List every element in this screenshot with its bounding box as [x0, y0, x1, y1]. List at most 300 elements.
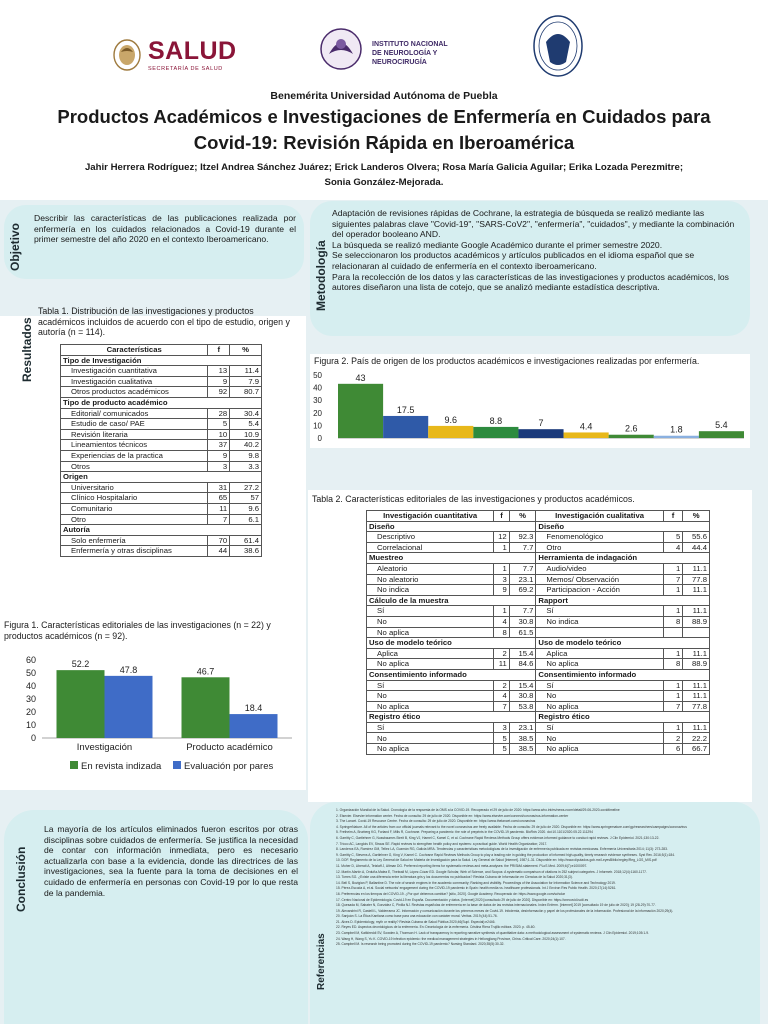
- tabla2-cell-f: 5: [663, 532, 683, 543]
- tabla2-cell-f: 1: [663, 606, 683, 617]
- tabla2-cell-f: 5: [494, 744, 509, 755]
- tabla2-cell-label: [536, 627, 663, 638]
- inn-line-3: NEUROCIRUGÍA: [372, 59, 427, 66]
- tabla1-cell-f: 28: [208, 408, 230, 419]
- tabla2-col-cual: Investigación cualitativa: [536, 511, 663, 522]
- tabla2-cell-f: 8: [494, 627, 509, 638]
- tabla2-section-label: Diseño: [536, 521, 710, 532]
- data-label: 17.5: [396, 404, 415, 415]
- table-row: [367, 574, 710, 585]
- tabla1-cell-pct: 30.4: [230, 408, 262, 419]
- tabla2-cell-label: No indica: [367, 585, 494, 596]
- tabla1-cell-pct: 27.2: [230, 482, 262, 493]
- table-row: [367, 532, 710, 543]
- tabla1-cell-f: 31: [208, 482, 230, 493]
- tabla1-cell-pct: 80.7: [230, 387, 262, 398]
- title-area: [0, 88, 768, 200]
- tabla2-section-row: [367, 669, 710, 680]
- reference-item: 23. Campbell M, Katikireddi SV, Sowden A, Thomson H. Lack of transparency in reporting narrative synthesis of quantitative data: a methodological assessment of systematic reviews. J Clin Epidemiol. 2019;105:1-9.: [336, 931, 649, 936]
- table-row: [61, 419, 262, 430]
- tabla2-cell-label: Sí: [536, 606, 663, 617]
- fig1-title: Figura 1. Características editoriales de las investigaciones (n = 22) y productos académicos (n = 92).: [4, 620, 271, 641]
- tabla2-cell-label: Aplica: [367, 648, 494, 659]
- y-tick-label: 50: [25, 668, 36, 678]
- objetivo-text: Describir las características de las publicaciones realizada por enfermería en los cuidados relacionados a Covid-19 durante el primer semestre del año 2020 en el contexto Iberoamericano.: [34, 213, 296, 245]
- tabla2-cell-label: No aleatorio: [367, 574, 494, 585]
- data-label: 47.8: [119, 664, 138, 675]
- tabla2-col-f1: f: [494, 511, 509, 522]
- tabla1-cell-f: 13: [208, 366, 230, 377]
- tabla1-body: [61, 355, 262, 556]
- tabla1: [60, 344, 262, 557]
- table-row: [61, 440, 262, 451]
- table-row: [61, 514, 262, 525]
- tabla2-cell-f: 4: [663, 542, 683, 553]
- bar: [57, 670, 105, 738]
- inn-logo-text: [372, 40, 448, 67]
- tabla2-cell-f: 6: [663, 744, 683, 755]
- tabla2-cell-label: Aplica: [536, 648, 663, 659]
- tabla1-cell-f: 70: [208, 535, 230, 546]
- tabla2-cell-label: Participacion - Acción: [536, 585, 663, 596]
- data-label: 8.8: [489, 415, 503, 426]
- table-row: [367, 733, 710, 744]
- tabla1-col-pct: %: [230, 345, 262, 356]
- table-row: [61, 546, 262, 557]
- conclusion-label: Conclusión: [14, 846, 28, 912]
- tabla1-col-caracteristicas: Características: [61, 345, 208, 356]
- tabla2-section-label: Rapport: [536, 595, 710, 606]
- tabla2-section-label: Diseño: [367, 521, 536, 532]
- tabla1-cell-f: 65: [208, 493, 230, 504]
- tabla1-cell-f: 37: [208, 440, 230, 451]
- reference-item: 6. Garritty C, Gartlehner G, Nussbaumer-Streit B, King VJ, Hamel C, Kamel C, et al. Cochrane Rapid Reviews Methods Group offers evidence-informed guidance to conduct rapid reviews. J Clin Epidemiol. 2021;130:13-22.: [336, 835, 660, 840]
- tabla2-cell-pct: 30.8: [509, 691, 536, 702]
- bar: [654, 436, 699, 438]
- reference-item: 7. Tricco AC, Langlois EV, Straus SE. Rapid reviews to strengthen health policy and systems: a practical guide. World Health Organization; 2017.: [336, 841, 548, 846]
- tabla2-cell-pct: 92.3: [509, 532, 536, 543]
- legend-swatch: [70, 761, 78, 769]
- tabla2-section-row: [367, 638, 710, 649]
- metodologia-p1: Adaptación de revisiones rápidas de Cochrane, la estrategia de búsqueda se realizó mediante las siguientes palabras clave "Covid-19", "SARS-CoV2", "enfermería", "cuidados", y mediante la combinación del operador booleano AND.: [332, 208, 735, 240]
- tabla2-col-cuant: Investigación cuantitativa: [367, 511, 494, 522]
- tabla2-cell-label: No: [536, 691, 663, 702]
- tabla2-col-pct1: %: [509, 511, 536, 522]
- tabla2-cell-f: 7: [663, 701, 683, 712]
- tabla2-cell-pct: 7.7: [509, 563, 536, 574]
- y-tick-label: 40: [313, 383, 322, 393]
- salud-logo-text: SALUD: [148, 37, 237, 65]
- tabla2-cell-label: No aplica: [367, 659, 494, 670]
- header: [0, 0, 768, 88]
- authors-line-1: Jahir Herrera Rodríguez; Itzel Andrea Sánchez Juárez; Erick Landeros Olvera; Rosa María Galicia Aguilar; Erika Lozada Perezmitre;: [84, 162, 684, 173]
- tabla2-cell-f: 4: [494, 616, 509, 627]
- fig2-title: Figura 2. País de origen de los productos académicos e investigaciones realizadas por enfermería.: [314, 356, 700, 366]
- tabla2-cell-label: Sí: [367, 680, 494, 691]
- category-label: Producto académico: [186, 742, 273, 753]
- tabla2-cell-label: No aplica: [367, 701, 494, 712]
- tabla2-cell-label: No aplica: [536, 659, 663, 670]
- tabla2-cell-label: No aplica: [367, 627, 494, 638]
- table-row: [367, 744, 710, 755]
- table-row: [367, 722, 710, 733]
- tabla2-section-label: Registro ético: [536, 712, 710, 723]
- table-row: [61, 461, 262, 472]
- table-row: [61, 429, 262, 440]
- tabla2-cell-label: No aplica: [536, 701, 663, 712]
- tabla2-cell-pct: 66.7: [683, 744, 710, 755]
- reference-item: 19. Alexandrini R, Castelli L, Valderrama JC. Información y comunicación durante los primeros meses de Covid-19. Infodemia, desinformación y papel de los profesionales de la información. Profesional de la información 2020;29(4).: [336, 908, 674, 913]
- table-row: [367, 616, 710, 627]
- tabla2-cell-f: 2: [663, 733, 683, 744]
- tabla1-cell-f: 5: [208, 419, 230, 430]
- table-row: [367, 659, 710, 670]
- tabla2-section-label: Cálculo de la muestra: [367, 595, 536, 606]
- tabla1-cell-pct: 9.6: [230, 503, 262, 514]
- tabla2-cell-label: Sí: [367, 722, 494, 733]
- tabla1-cell-pct: 40.2: [230, 440, 262, 451]
- bar: [383, 416, 428, 438]
- objetivo-panel: [4, 205, 304, 279]
- y-tick-label: 50: [313, 371, 322, 380]
- tabla2-cell-f: 11: [494, 659, 509, 670]
- figura2-chart: [308, 366, 750, 448]
- tabla2-cell-f: 8: [663, 659, 683, 670]
- tabla1-cell-pct: 7.9: [230, 376, 262, 387]
- tabla2-cell-f: 5: [494, 733, 509, 744]
- legend-label: En revista indizada: [81, 761, 162, 772]
- tabla2-section-row: [367, 595, 710, 606]
- tabla1-cell-caracteristica: Otros productos académicos: [61, 387, 208, 398]
- data-label: 46.7: [196, 666, 215, 677]
- reference-item: 15. Pérez-Escoda A, et al. Social networks' engagement during the COVID-19 pandemic in Spain: health media vs. healthcare professionals. Int J Environ Res Public Health. 2020;17(14):5261.: [336, 886, 617, 891]
- tabla2-section-label: Uso de modelo teórico: [536, 638, 710, 649]
- tabla2-section-row: [367, 712, 710, 723]
- conclusion-text: La mayoría de los artículos eliminados fueron escritos por otras disciplinas sobre cuidados de enfermería. Se justifica la necesidad de contar con información inmediata, pero es necesario actualizarla con base a la evidencia, donde las directrices de las investigaciones, sea la fuente para la toma de decisiones en el cuidado de enfermería en personas con Covid-19 por lo que resta de la pandemia.: [44, 824, 298, 898]
- inn-line-1: INSTITUTO NACIONAL: [372, 41, 448, 48]
- reference-item: 4. SpringerNature. All of the articles from our official journals relevant to the novel coronavirus are freely available. Fecha de consulta: 29 de julio de 2020. Disponible en: https://www.springernature.com/gp/researchers/campaigns/coronavirus: [336, 824, 687, 829]
- tabla2-cell-f: 1: [663, 691, 683, 702]
- tabla2-cell-pct: 44.4: [683, 542, 710, 553]
- tabla1-section-label: Tipo de producto académico: [61, 397, 262, 408]
- reference-item: 18. Quesada M, Sabater N, González C, Pinilla NJ. Revistas españolas de enfermería en la base de datos de las revistas internacionales. Index Enferm. [Internet] 2019 [consultado 19 de julio de 2020]; 19 (28-29):70-77.: [336, 903, 656, 908]
- tabla1-col-f: f: [208, 345, 230, 356]
- tabla1-cell-pct: 10.9: [230, 429, 262, 440]
- tabla2-cell-pct: 22.2: [683, 733, 710, 744]
- reference-item: 25. Campbell M. Is research being promoted during the COVID-19 pandemic? Nursing Standard. 2020;35(5):30-32.: [336, 942, 505, 947]
- tabla2-section-label: Muestreo: [367, 553, 536, 564]
- table-row: [367, 542, 710, 553]
- y-tick-label: 10: [313, 421, 322, 431]
- tabla2-cell-label: No: [367, 691, 494, 702]
- tabla2-cell-pct: 23.1: [509, 574, 536, 585]
- bar: [182, 677, 230, 738]
- tabla1-cell-caracteristica: Enfermería y otras disciplinas: [61, 546, 208, 557]
- tabla2-cell-label: No aplica: [536, 744, 663, 755]
- university-name: Benemérita Universidad Autónoma de Puebla: [270, 90, 498, 102]
- inn-logo-icon: [317, 24, 365, 74]
- bar: [699, 431, 744, 438]
- tabla2-section-row: [367, 553, 710, 564]
- legend-swatch: [173, 761, 181, 769]
- y-tick-label: 20: [313, 408, 322, 418]
- tabla2-cell-label: No indica: [536, 616, 663, 627]
- tabla1-cell-pct: 5.4: [230, 419, 262, 430]
- tabla2-cell-pct: 11.1: [683, 606, 710, 617]
- tabla1-cell-caracteristica: Solo enfermería: [61, 535, 208, 546]
- table-row: [367, 627, 710, 638]
- tabla1-header-row: [61, 345, 262, 356]
- poster-title-line-2: Covid-19: Revisión Rápida en Iberoamérica: [193, 132, 575, 153]
- reference-item: 3. The Lancet. Covid-19 Resource Centre. Fecha de consulta: 29 de julio de 2020. Disponible en: https://www.thelancet.com/coronavirus: [336, 819, 536, 824]
- tabla1-title: Tabla 1. Distribución de las investigaciones y productos académicos incluidos de acuerdo con el tipo de estudio, origen y autoría (n = 114).: [38, 306, 290, 338]
- reference-item: 9. Garritty C, Stevens A, Gartlehner G, King V, Kamel C. Cochrane Rapid Reviews Methods Group to play a leading role in guiding the production of informed high-quality, timely research evidence syntheses. Syst Rev. 2016;5(1):184.: [336, 852, 675, 857]
- tabla2-cell-label: Sí: [367, 606, 494, 617]
- tabla2-cell-f: 9: [494, 585, 509, 596]
- poster-title-line-1: Productos Académicos e Investigaciones de Enfermería en Cuidados para: [57, 106, 711, 127]
- tabla1-section-label: Autoría: [61, 525, 262, 536]
- tabla1-cell-caracteristica: Comunitario: [61, 503, 208, 514]
- data-label: 18.4: [244, 703, 263, 714]
- salud-subtitle: SECRETARÍA DE SALUD: [148, 66, 223, 72]
- metodologia-panel: [310, 201, 750, 336]
- tabla1-section-row: [61, 525, 262, 536]
- y-tick-label: 10: [25, 720, 36, 730]
- bar: [338, 384, 383, 438]
- tabla2-col-pct2: %: [683, 511, 710, 522]
- tabla1-cell-f: 10: [208, 429, 230, 440]
- reference-item: 21. Alves D. Epidemiology, myth or reality? Revista Cubana de Salud Pública 2020;46(Supl. Especial):e2446.: [336, 919, 496, 924]
- tabla1-section-label: Origen: [61, 472, 262, 483]
- bar: [473, 427, 518, 438]
- tabla2-cell-pct: 84.6: [509, 659, 536, 670]
- table-row: [61, 376, 262, 387]
- tabla2-cell-label: Correlacional: [367, 542, 494, 553]
- y-tick-label: 30: [25, 694, 36, 704]
- tabla1-cell-caracteristica: Otro: [61, 514, 208, 525]
- mexico-eagle-seal-icon: [112, 38, 142, 72]
- tabla2-cell-f: 7: [663, 574, 683, 585]
- y-tick-label: 40: [25, 681, 36, 691]
- tabla2-cell-pct: 77.8: [683, 574, 710, 585]
- tabla2-cell-label: Otro: [536, 542, 663, 553]
- table-row: [367, 606, 710, 617]
- tabla2-cell-pct: 7.7: [509, 606, 536, 617]
- tabla2-cell-f: 1: [663, 648, 683, 659]
- references-list: [336, 808, 754, 1020]
- reference-item: 24. Wang H, Wang S, Yu K. COVID-19 infection epidemic: the medical management strategies in Heilongjiang Province, China. Critical Care. 2020;24(1):107.: [336, 936, 566, 941]
- tabla1-cell-pct: 61.4: [230, 535, 262, 546]
- tabla2-cell-f: 1: [663, 563, 683, 574]
- tabla2-cell-label: No: [536, 733, 663, 744]
- tabla2-cell-pct: 15.4: [509, 680, 536, 691]
- tabla1-cell-caracteristica: Investigación cuantitativa: [61, 366, 208, 377]
- reference-item: 10. DOF. Reglamento de la Ley General de Salud en Materia de Investigación para la Salud. Ley General de Salud [Internet]. 1987;1-31. Disponible en: http://www.diputados.gob.mx/LeyesBiblio/regley/Reg_LGS_MIS.pdf: [336, 858, 657, 863]
- tabla2-col-f2: f: [663, 511, 683, 522]
- tabla2-cell-f: 8: [663, 616, 683, 627]
- bar: [428, 426, 473, 438]
- tabla2-cell-pct: 88.9: [683, 616, 710, 627]
- tabla1-cell-caracteristica: Revisión literaria: [61, 429, 208, 440]
- tabla2-cell-pct: 15.4: [509, 648, 536, 659]
- tabla1-cell-pct: 3.3: [230, 461, 262, 472]
- data-label: 4.4: [579, 421, 593, 432]
- buap-seal-icon: [530, 12, 586, 80]
- metodologia-p3: Se seleccionaron los productos académicos y artículos publicados en el idioma español que se relacionaran al cuidado de enfermería en el contexto iberoamericano.: [332, 250, 695, 271]
- reference-item: 13. Torres SG. ¿Existe una diferencia entre la literatura gris y los documentos no publicados? Revista Cubana de Información en Ciencias de la Salud 2020;31(3).: [336, 875, 573, 880]
- tabla2-cell-pct: 30.8: [509, 616, 536, 627]
- tabla2-cell-f: 2: [494, 648, 509, 659]
- bar: [518, 429, 563, 438]
- table-row: [61, 408, 262, 419]
- tabla1-cell-pct: 38.6: [230, 546, 262, 557]
- y-tick-label: 30: [313, 396, 322, 406]
- reference-item: 8. Landeros EA, Ramírez GM, Tellez LA, Guzmán RG, Galicia MRA. Tendencias y características metodológicas de la investigación de enfermería publicada en revistas mexicanas. Enfermería Universitaria 2014; 11(3): 273-283.: [336, 847, 668, 852]
- data-label: 43: [355, 372, 366, 383]
- table-row: [367, 680, 710, 691]
- tabla2-cell-label: Memos/ Observación: [536, 574, 663, 585]
- tabla1-section-label: Tipo de Investigación: [61, 355, 262, 366]
- tabla1-cell-pct: 11.4: [230, 366, 262, 377]
- tabla1-cell-caracteristica: Experiencias de la practica: [61, 450, 208, 461]
- table-row: [367, 648, 710, 659]
- metodologia-text: [332, 208, 740, 293]
- table-row: [61, 366, 262, 377]
- tabla2-cell-label: No: [367, 733, 494, 744]
- tabla1-cell-pct: 6.1: [230, 514, 262, 525]
- tabla1-cell-caracteristica: Investigación cualitativa: [61, 376, 208, 387]
- reference-item: 14. Bell S, Bozigian P, Ballantine D. The role of search engines in the academic community; Ranking and visibility. Proceedings of the Association for Information Science and Technology 2019.: [336, 880, 616, 885]
- tabla1-cell-pct: 9.8: [230, 450, 262, 461]
- y-tick-label: 60: [25, 655, 36, 665]
- data-label: 7: [538, 418, 544, 429]
- table-row: [367, 585, 710, 596]
- table-row: [61, 387, 262, 398]
- y-tick-label: 20: [25, 707, 36, 717]
- tabla2-cell-label: Sí: [536, 680, 663, 691]
- referencias-panel: [310, 802, 760, 1024]
- tabla2-body: [367, 521, 710, 754]
- table-row: [61, 482, 262, 493]
- tabla2-cell-label: Audio/video: [536, 563, 663, 574]
- tabla2-cell-pct: 69.2: [509, 585, 536, 596]
- conclusion-panel: [4, 810, 308, 1024]
- bar: [564, 432, 609, 438]
- tabla2-cell-f: 1: [663, 680, 683, 691]
- tabla2-header-row: [367, 511, 710, 522]
- table-row: [61, 493, 262, 504]
- category-label: Investigación: [76, 742, 133, 753]
- tabla2-cell-pct: 88.9: [683, 659, 710, 670]
- tabla1-section-row: [61, 472, 262, 483]
- table-row: [367, 701, 710, 712]
- figura1-chart: [2, 650, 302, 778]
- table-row: [367, 691, 710, 702]
- tabla2-cell-pct: 77.8: [683, 701, 710, 712]
- tabla2-cell-pct: 55.6: [683, 532, 710, 543]
- tabla1-section-row: [61, 397, 262, 408]
- tabla2-cell-label: Fenomenológico: [536, 532, 663, 543]
- tabla2-cell-pct: 11.1: [683, 691, 710, 702]
- tabla2-cell-pct: 11.1: [683, 585, 710, 596]
- tabla2-title: Tabla 2. Características editoriales de las investigaciones y productos académicos.: [312, 494, 635, 504]
- tabla2-section-row: [367, 521, 710, 532]
- inn-line-2: DE NEUROLOGÍA Y: [372, 50, 438, 57]
- reference-item: 16. Preferencias en los tiempos del COVID-19. ¿Por qué debemos cambiar? [sitio, 2020]. Google Academy. Recuperado de: https://www.google.com/scholar: [336, 891, 566, 896]
- data-label: 2.6: [624, 423, 638, 434]
- tabla2-cell-f: 3: [494, 722, 509, 733]
- tabla1-cell-caracteristica: Estudio de caso/ PAE: [61, 419, 208, 430]
- bar: [230, 714, 278, 738]
- tabla1-cell-f: 44: [208, 546, 230, 557]
- table-row: [61, 450, 262, 461]
- tabla1-cell-f: 3: [208, 461, 230, 472]
- tabla1-section-row: [61, 355, 262, 366]
- tabla2-cell-label: Descriptivo: [367, 532, 494, 543]
- tabla2-cell-pct: 11.1: [683, 648, 710, 659]
- tabla2-cell-f: 4: [494, 691, 509, 702]
- reference-item: 5. Fretheim A, Brurberg KG, Forland F, Mills R, Cochrane. Preparing a pandemic: the role of preprints in the COVID-19 pandemic. BioRxiv 2020. doi:10.1101/2020.05.22.111294: [336, 830, 593, 835]
- tabla2-cell-f: 7: [494, 701, 509, 712]
- tabla1-cell-f: 9: [208, 376, 230, 387]
- tabla2-cell-label: Aleatorio: [367, 563, 494, 574]
- bar: [609, 435, 654, 438]
- bar: [105, 676, 153, 738]
- data-label: 9.6: [444, 414, 458, 425]
- tabla2-cell-label: No: [367, 616, 494, 627]
- tabla2-cell-f: 1: [663, 585, 683, 596]
- tabla2-cell-pct: 38.5: [509, 744, 536, 755]
- tabla1-cell-pct: 57: [230, 493, 262, 504]
- referencias-label: Referencias: [316, 933, 327, 990]
- reference-item: 1. Organización Mundial de la Salud. Cronología de la respuesta de la OMS a la COVID-19. Recuperado el 29 de julio de 2020: https://www.who.int/es/news-room/detail/29-06-2020-covidtimeline: [336, 808, 620, 812]
- tabla1-cell-caracteristica: Editorial/ comunicados: [61, 408, 208, 419]
- tabla1-cell-caracteristica: Otros: [61, 461, 208, 472]
- tabla2-cell-f: 1: [494, 542, 509, 553]
- tabla1-cell-f: 11: [208, 503, 230, 514]
- tabla2-cell-pct: 7.7: [509, 542, 536, 553]
- tabla1-cell-f: 9: [208, 450, 230, 461]
- resultados-label: Resultados: [20, 317, 34, 382]
- reference-item: 22. Reyes ED. Aspectos deontológicos de la enfermería. En: Deontología de la enfermería. Cristina Riera Trujillo editora. 2020. p. 45-60.: [336, 925, 536, 930]
- reference-item: 2. Elsevier. Elsevier information center. Fecha de consulta: 29 de julio de 2020. Disponible en: https://www.elsevier.com/connect/coronavirus-information-center: [336, 813, 569, 818]
- tabla2-cell-pct: 53.8: [509, 701, 536, 712]
- tabla2-cell-pct: 11.1: [683, 722, 710, 733]
- tabla2-cell-f: [663, 627, 683, 638]
- tabla2-section-label: Herramienta de indagación: [536, 553, 710, 564]
- y-tick-label: 0: [317, 434, 322, 443]
- data-label: 1.8: [670, 424, 683, 435]
- table-row: [61, 535, 262, 546]
- tabla2: [366, 510, 710, 755]
- tabla2-cell-pct: 11.1: [683, 680, 710, 691]
- tabla1-cell-f: 7: [208, 514, 230, 525]
- tabla2-cell-f: 1: [494, 563, 509, 574]
- table-row: [367, 563, 710, 574]
- tabla1-cell-caracteristica: Clínico Hospitalario: [61, 493, 208, 504]
- objetivo-label: Objetivo: [8, 222, 22, 271]
- reference-item: 20. Sanjuán S. La Ética Kantiana como base para una educación con carácter moral. Veritas. 2019;(44):51-76.: [336, 914, 498, 919]
- tabla2-cell-f: 3: [494, 574, 509, 585]
- tabla2-cell-pct: [683, 627, 710, 638]
- tabla2-cell-f: 2: [494, 680, 509, 691]
- tabla2-section-label: Consentimiento informado: [367, 669, 536, 680]
- tabla1-cell-caracteristica: Lineamientos técnicos: [61, 440, 208, 451]
- authors-line-2: Sonia González-Mejorada.: [324, 177, 444, 188]
- tabla2-cell-f: 12: [494, 532, 509, 543]
- tabla2-cell-pct: 23.1: [509, 722, 536, 733]
- data-label: 5.4: [715, 420, 728, 431]
